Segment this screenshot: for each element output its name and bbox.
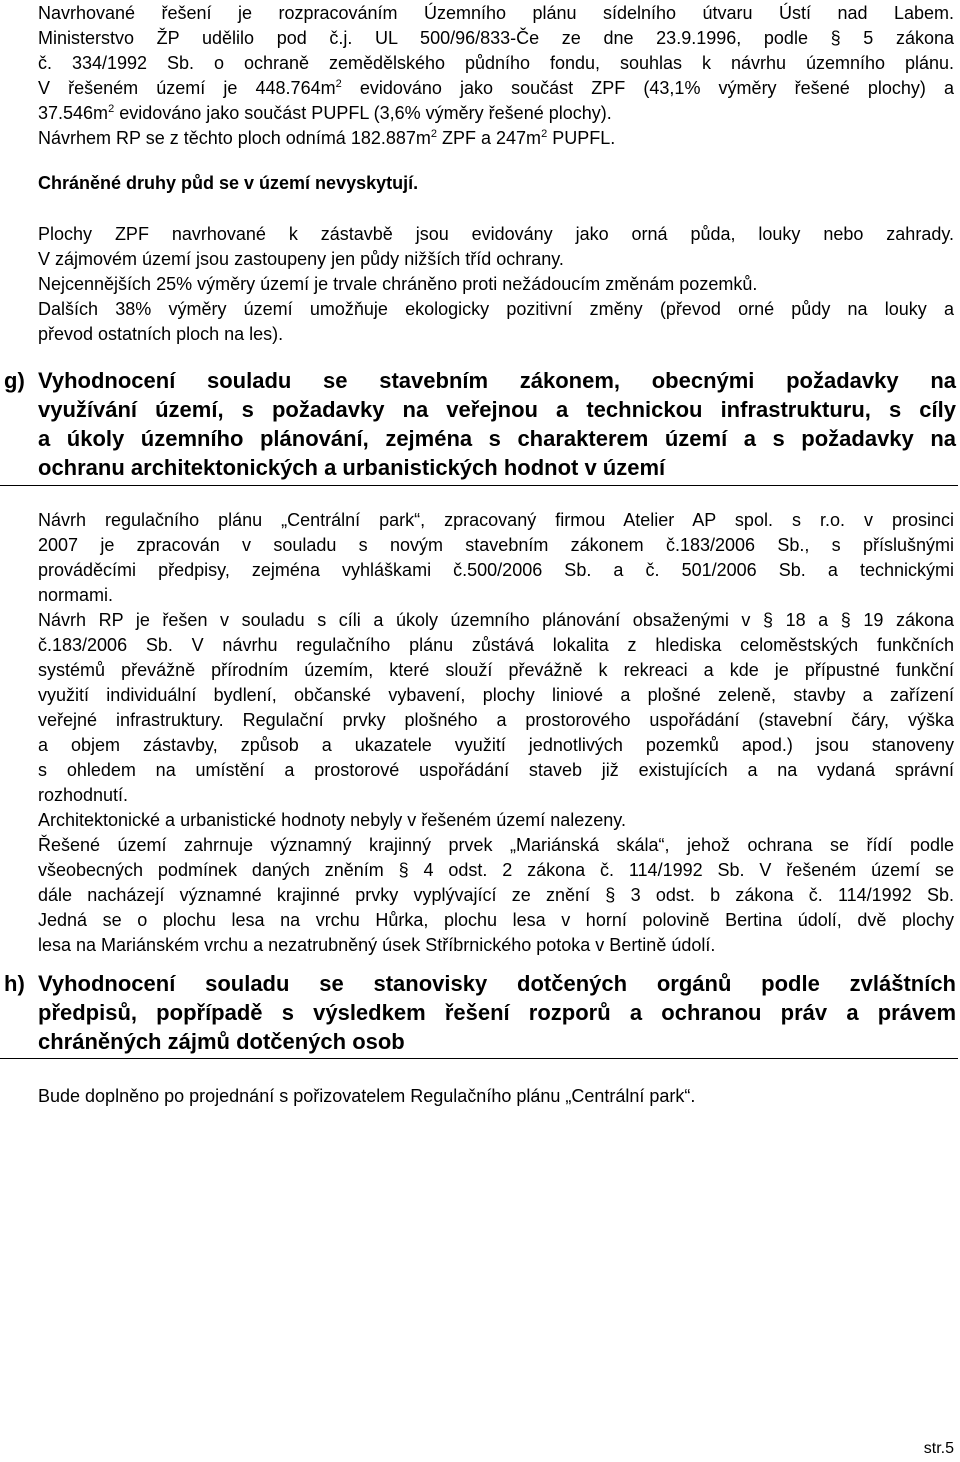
section-h-title-line: předpisů, popřípadě s výsledkem řešení rozporů a ochranou práv a právem — [38, 1000, 956, 1025]
protected-soils-statement: Chráněné druhy půd se v území nevyskytují. — [38, 173, 419, 193]
page-number: str.5 — [923, 1440, 954, 1457]
intro-line-2: Ministerstvo ŽP udělilo pod č.j. UL 500/96/833-Če ze dne 23.9.1996, podle § 5 zákona — [38, 28, 954, 48]
zpf-line-3: Nejcennějších 25% výměry území je trvale chráněno proti nežádoucím změnám pozemků. — [38, 274, 758, 294]
section-g-line: č.183/2006 Sb. V návrhu regulačního plánu zůstává lokalita z hlediska celoměstských funkčních — [38, 635, 954, 655]
section-h-title-line: chráněných zájmů dotčených osob — [38, 1029, 405, 1054]
section-g-title-line: a úkoly územního plánování, zejména s charakterem území a s požadavky na — [38, 426, 956, 451]
intro-paragraph — [38, 1, 954, 151]
section-g-body — [38, 508, 954, 958]
section-h-title-line: Vyhodnocení souladu se stanovisky dotčených orgánů podle zvláštních — [38, 971, 956, 996]
section-g-title-line: využívání území, s požadavky na veřejnou a technickou infrastrukturu, s cíly — [38, 397, 956, 422]
section-g-line: využití individuální bydlení, občanské vybavení, plochy liniové a plošné zeleně, stavby a zařízení — [38, 685, 954, 705]
section-h-letter: h) — [4, 971, 25, 996]
section-h-title — [38, 969, 956, 1056]
zpf-line-5: převod ostatních ploch na les). — [38, 324, 284, 344]
section-g-line: a objem zástavby, způsob a ukazatele využití jednotlivých pozemků apod.) jsou stanoveny — [38, 735, 954, 755]
section-g-line: Návrh regulačního plánu „Centrální park“, zpracovaný firmou Atelier AP spol. s r.o. v prosinci — [38, 510, 954, 530]
intro-line-1: Navrhované řešení je rozpracováním Územního plánu sídelního útvaru Ústí nad Labem. — [38, 3, 954, 23]
section-g-line: veřejné infrastruktury. Regulační prvky plošného a prostorového uspořádání (stavební čáry, výška — [38, 710, 954, 730]
section-g-line: Jedná se o plochu lesa na vrchu Hůrka, plochu lesa v horní polovině Bertina údolí, dvě plochy — [38, 910, 954, 930]
section-h-heading — [0, 969, 958, 1059]
section-g-line: rozhodnutí. — [38, 785, 129, 805]
section-g-line: normami. — [38, 585, 114, 605]
section-g-line: Návrh RP je řešen v souladu s cíli a úkoly územního plánování obsaženými v § 18 a § 19 zákona — [38, 610, 954, 630]
intro-line-4: V řešeném území je $448.764m^2$ evidováno jako součást ZPF (43,1% výměry řešené plochy) a — [38, 78, 954, 98]
intro-line-3: č. 334/1992 Sb. o ochraně zemědělského půdního fondu, souhlas k návrhu územního plánu. — [38, 53, 954, 73]
section-h-body: Bude doplněno po projednání s pořizovatelem Regulačního plánu „Centrální park“. — [38, 1086, 696, 1106]
section-g-letter: g) — [4, 368, 25, 393]
section-g-line: Řešené území zahrnuje významný krajinný prvek „Mariánská skála“, jehož ochrana se řídí podle — [38, 835, 954, 855]
zpf-paragraph — [38, 222, 954, 347]
section-g-line: prováděcími předpisy, zejména vyhláškami č.500/2006 Sb. a č. 501/2006 Sb. a technickými — [38, 560, 954, 580]
section-g-line: 2007 je zpracován v souladu s novým stavebním zákonem č.183/2006 Sb., s příslušnými — [38, 535, 954, 555]
section-g-line: dále nacházejí významné krajinné prvky vyplývající ze znění § 3 odst. b zákona č. 114/1992 Sb. — [38, 885, 954, 905]
section-g-title-line: Vyhodnocení souladu se stavebním zákonem, obecnými požadavky na — [38, 368, 956, 393]
section-g-title — [38, 366, 956, 482]
section-h-rule — [0, 1058, 958, 1059]
intro-line-5: $37.546m^2$ evidováno jako součást PUPFL (3,6% výměry řešené plochy). — [38, 103, 612, 123]
intro-line-6: Návrhem RP se z těchto ploch odnímá $182.887m^2$ ZPF a $247m^2$ PUPFL. — [38, 128, 616, 148]
section-g-title-line: ochranu architektonických a urbanistických hodnot v území — [38, 455, 666, 480]
zpf-line-4: Dalších 38% výměry území umožňuje ekologicky pozitivní změny (převod orné půdy na louky a — [38, 299, 954, 319]
section-g-line: lesa na Mariánském vrchu a nezatrubněný úsek Stříbrnického potoka v Bertině údolí. — [38, 935, 716, 955]
zpf-line-2: V zájmovém území jsou zastoupeny jen půdy nižších tříd ochrany. — [38, 249, 564, 269]
section-g-heading — [0, 366, 958, 486]
section-g-line: všeobecných podmínek daných zněním § 4 odst. 2 zákona č. 114/1992 Sb. V řešeném území se — [38, 860, 954, 880]
section-g-rule — [0, 485, 958, 486]
zpf-line-1: Plochy ZPF navrhované k zástavbě jsou evidovány jako orná půda, louky nebo zahrady. — [38, 224, 954, 244]
section-g-line: Architektonické a urbanistické hodnoty nebyly v řešeném území nalezeny. — [38, 810, 626, 830]
section-g-line: s ohledem na umístění a prostorové uspořádání staveb již existujících a na vydaná správní — [38, 760, 954, 780]
section-g-line: systémů převážně přírodním územím, které slouží převážně k rekreaci a kde je přípustné funkční — [38, 660, 954, 680]
